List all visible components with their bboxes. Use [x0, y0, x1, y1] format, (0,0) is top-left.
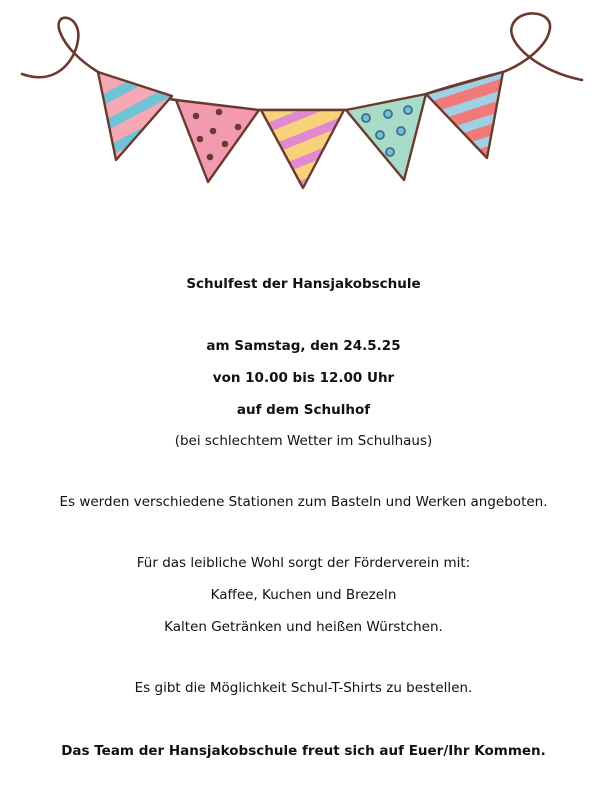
closing-text: Das Team der Hansjakobschule freut sich auf Euer/Ihr Kommen. [61, 743, 546, 759]
bunting-garland-icon [0, 0, 607, 200]
weather-note: (bei schlechtem Wetter im Schulhaus) [174, 433, 433, 449]
pennant-pink-dots [176, 100, 259, 182]
shirts-text: Es gibt die Möglichkeit Schul-T-Shirts zu bestellen. [134, 680, 473, 696]
event-time: von 10.00 bis 12.00 Uhr [212, 370, 395, 386]
catering-item-drinks-sausages: Kalten Getränken und heißen Würstchen. [164, 619, 443, 635]
catering-intro: Für das leibliche Wohl sorgt der Förderverein mit: [136, 555, 471, 571]
stations-text: Es werden verschiedene Stationen zum Basteln und Werken angeboten. [59, 494, 548, 510]
event-title: Schulfest der Hansjakobschule [186, 276, 421, 292]
event-location: auf dem Schulhof [236, 402, 371, 418]
pennant-mint-rings [346, 94, 426, 180]
pennant-striped-yellow-purple [225, 84, 392, 200]
event-date: am Samstag, den 24.5.25 [206, 338, 401, 354]
catering-item-coffee-cake: Kaffee, Kuchen und Brezeln [210, 587, 397, 603]
